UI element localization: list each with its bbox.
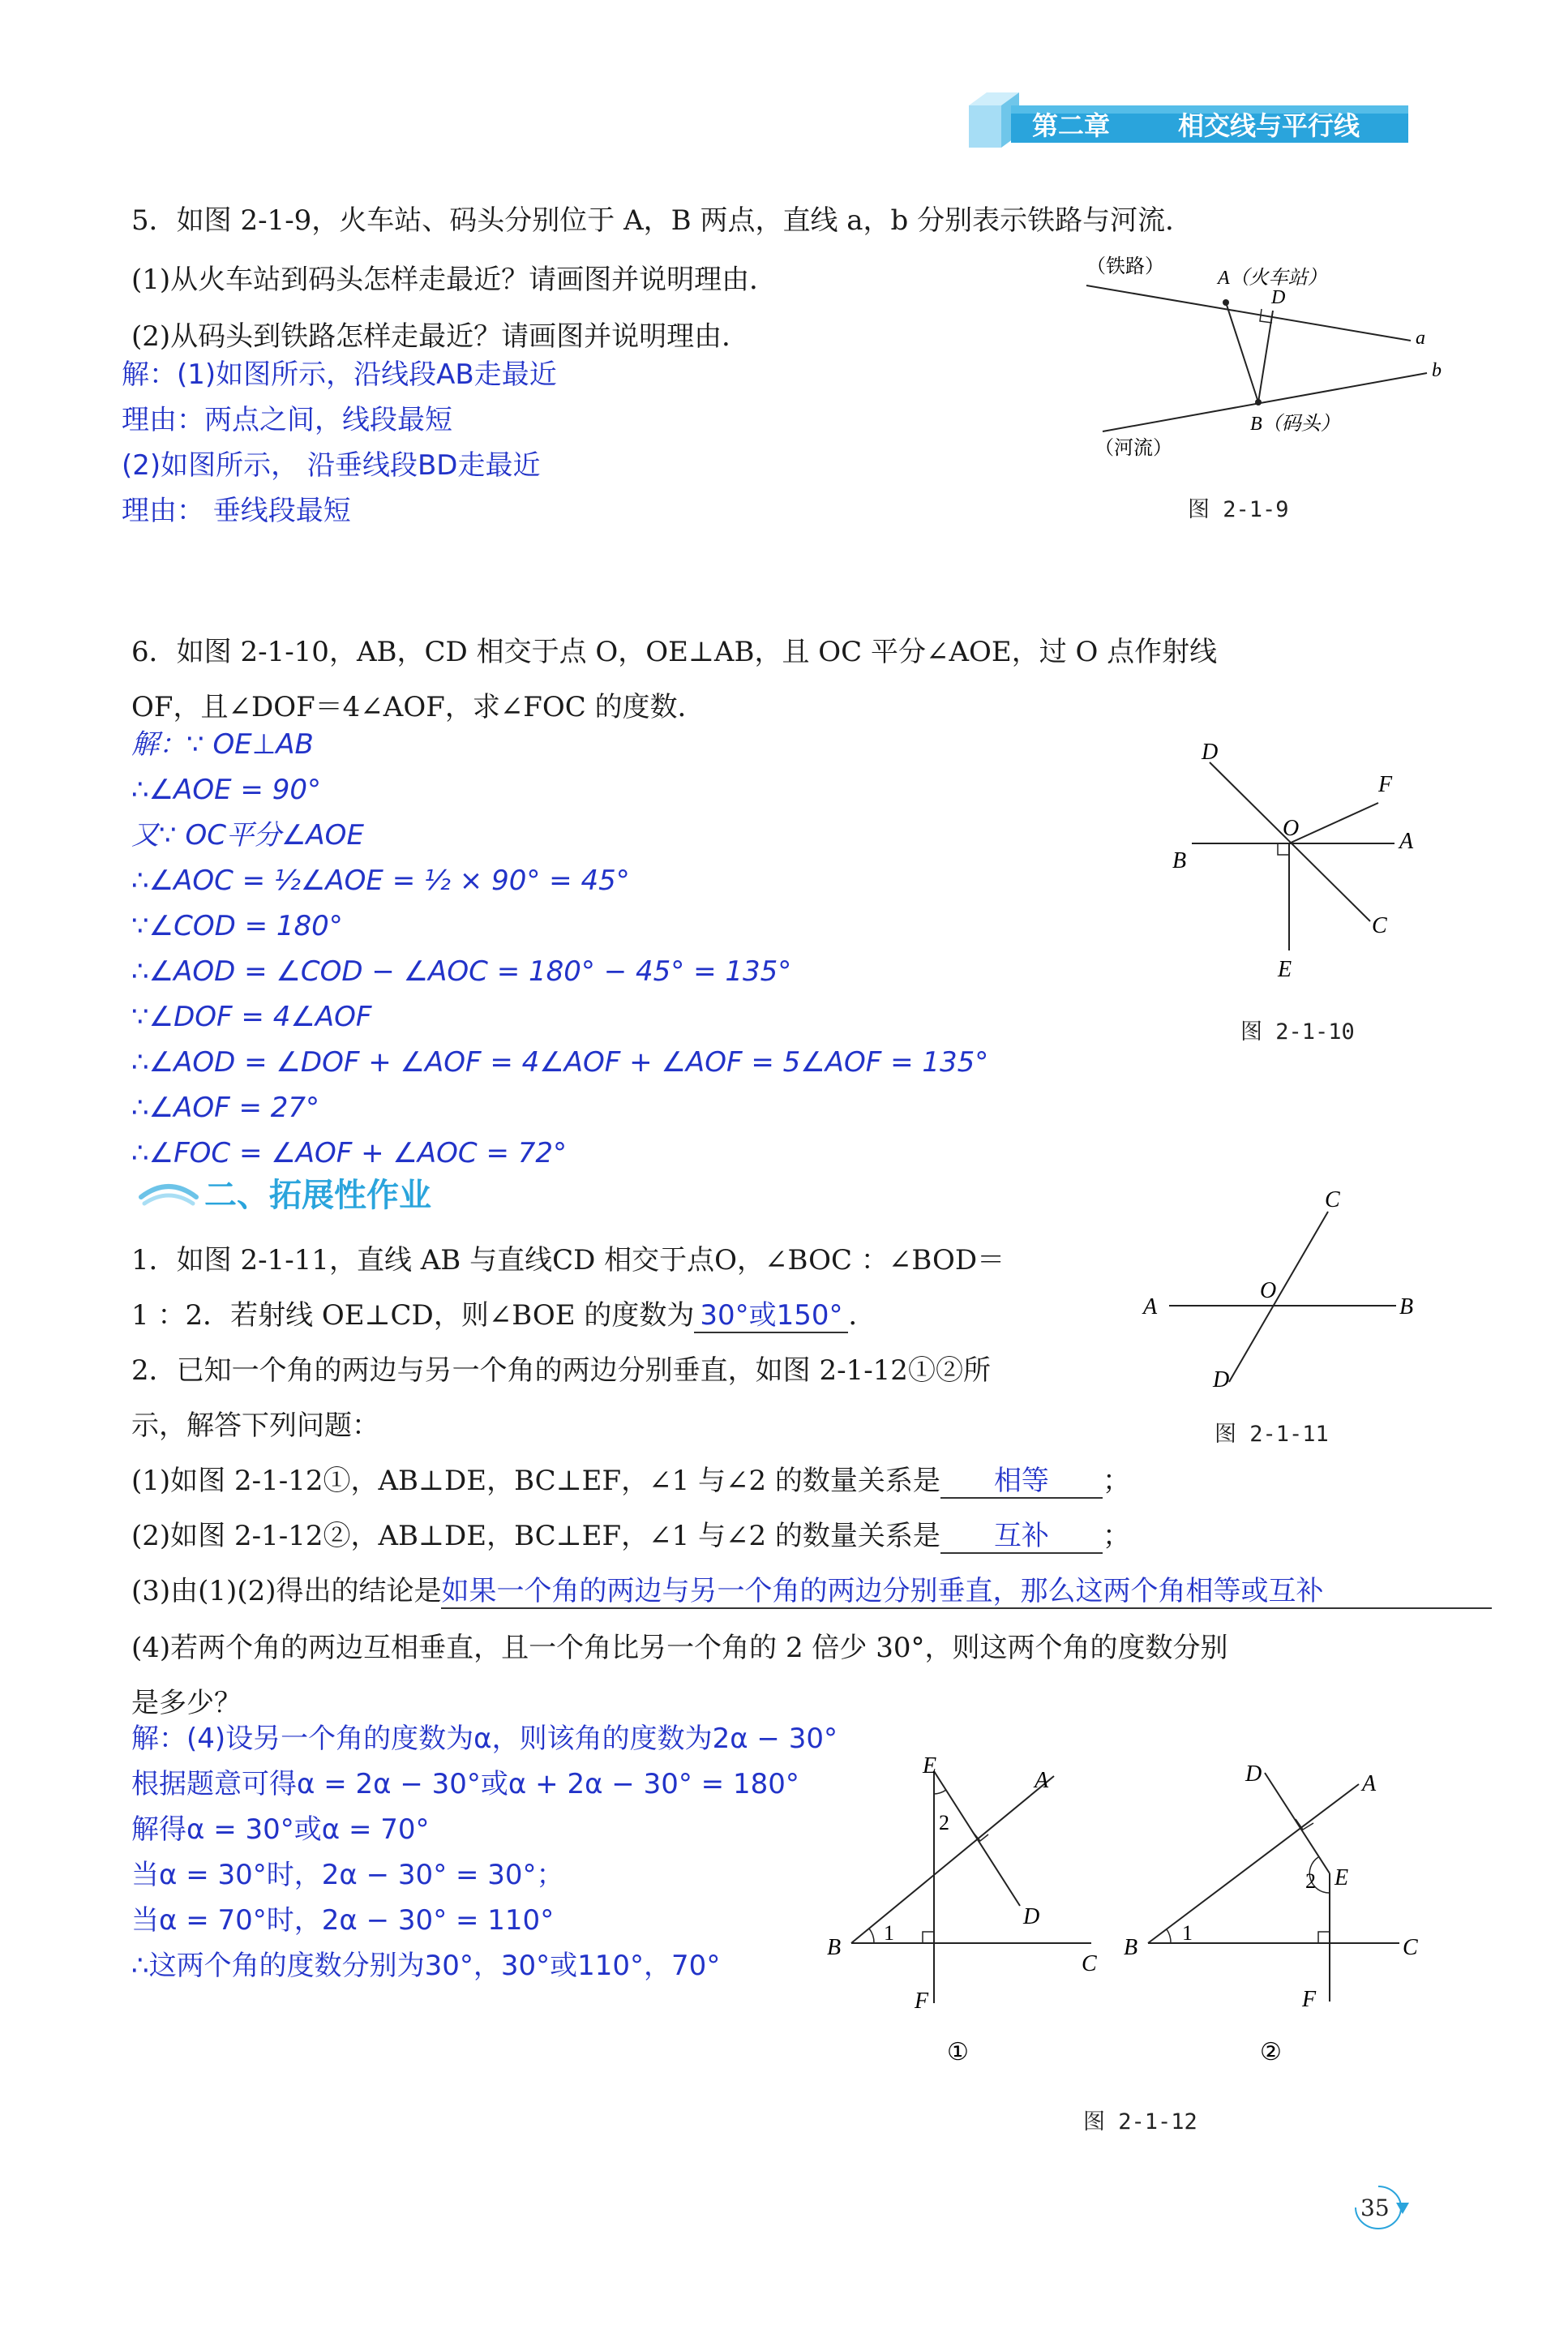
label-F: F — [915, 1989, 929, 2014]
e2-part4-line1: (4)若两个角的两边互相垂直，且一个角比另一个角的 2 倍少 30°，则这两个角的度数分别 — [131, 1632, 1228, 1664]
caption-2-1-11: 图 2-1-11 — [1215, 1422, 1329, 1447]
label-E: E — [1278, 957, 1292, 982]
caption-2-1-10: 图 2-1-10 — [1240, 1019, 1355, 1045]
label-E: E — [923, 1753, 937, 1778]
label-D: D — [1213, 1367, 1230, 1392]
label-D: D — [1271, 287, 1286, 308]
e2-part1-text: (1)如图 2-1-12①，AB⊥DE，BC⊥EF，∠1 与∠2 的数量关系是 — [131, 1465, 940, 1497]
label-two: 2 — [939, 1811, 949, 1834]
sub-figure-1: ① — [947, 2039, 969, 2066]
label-B: B — [1172, 848, 1187, 873]
label-two: 2 — [1305, 1869, 1316, 1893]
label-river: （河流） — [1095, 438, 1172, 459]
sub-figure-2: ② — [1260, 2039, 1282, 2066]
label-F: F — [1302, 1987, 1317, 2012]
label-C: C — [1372, 913, 1387, 938]
e2-part3-blank: 如果一个角的两边与另一个角的两边分别垂直，那么这两个角相等或互补 — [441, 1575, 1492, 1609]
e1-line2: 1 ：2．若射线 OE⊥CD，则∠BOE 的度数为 30°或150° ． — [131, 1299, 876, 1332]
right-angle-mark — [1318, 1932, 1330, 1943]
label-B-dock: B（码头） — [1250, 414, 1340, 435]
right-angle-mark — [923, 1932, 934, 1943]
figure-2-1-11 — [1135, 1184, 1427, 1395]
figure-2-1-12-part1 — [827, 1753, 1097, 2066]
figure-2-1-12 — [811, 1744, 1443, 2084]
ray-of — [1289, 803, 1378, 843]
q6-answer-7: ∵∠DOF = 4∠AOF — [131, 1001, 372, 1033]
e1-line1: 1．如图 2-1-11，直线 AB 与直线CD 相交于点O，∠BOC ：∠BOD＝ — [131, 1244, 1005, 1276]
q5-answer-4: 理由： 垂线段最短 — [122, 495, 351, 527]
label-A: A — [1035, 1768, 1049, 1793]
q6-answer-1: 解：∵ OE⊥AB — [131, 728, 314, 761]
e2-part4-line2: 是多少？ — [131, 1687, 242, 1719]
chapter-number: 第二章 — [1032, 110, 1111, 141]
e1-line2-text: 1 ：2．若射线 OE⊥CD，则∠BOE 的度数为 — [131, 1299, 695, 1332]
label-F: F — [1378, 772, 1393, 797]
q6-answer-5: ∵∠COD = 180° — [131, 910, 343, 942]
q6-answer-2: ∴∠AOE = 90° — [131, 774, 321, 806]
chapter-header — [969, 88, 1411, 151]
q6-line2: OF，且∠DOF＝4∠AOF，求∠FOC 的度数． — [131, 691, 705, 723]
e2-line2: 示，解答下列问题： — [131, 1409, 379, 1442]
q5-answer-2: 理由：两点之间，线段最短 — [122, 404, 452, 436]
chapter-title: 相交线与平行线 — [1178, 110, 1360, 141]
right-angle-mark — [1278, 843, 1289, 855]
caption-2-1-9: 图 2-1-9 — [1188, 497, 1289, 522]
label-C: C — [1403, 1935, 1418, 1960]
q5-part2: (2)从码头到铁路怎样走最近？请画图并说明理由． — [131, 320, 750, 353]
label-A: A — [1143, 1294, 1158, 1319]
e1-answer-blank: 30°或150° — [694, 1299, 848, 1333]
figure-2-1-10 — [1159, 738, 1427, 998]
caption-2-1-12: 图 2-1-12 — [1083, 2109, 1197, 2135]
q6-answer-3: 又∵ OC平分∠AOE — [131, 819, 364, 852]
e2-part3 — [131, 1575, 1492, 1609]
line-de — [1265, 1773, 1330, 1873]
segment-bd — [1258, 311, 1273, 402]
label-O: O — [1260, 1278, 1277, 1303]
e2-part1: (1)如图 2-1-12①，AB⊥DE，BC⊥EF，∠1 与∠2 的数量关系是 相等 ； — [131, 1465, 1130, 1497]
label-C: C — [1325, 1187, 1340, 1212]
label-D: D — [1023, 1904, 1040, 1929]
label-rail: （铁路） — [1086, 256, 1164, 277]
e2-part3-text: (3)由(1)(2)得出的结论是 — [131, 1575, 442, 1607]
q6-answer-10: ∴∠FOC = ∠AOF + ∠AOC = 72° — [131, 1137, 568, 1169]
e2-answer-6: ∴这两个角的度数分别为30°，30°或110°，70° — [131, 1950, 721, 1982]
label-A-station: A（火车站） — [1218, 268, 1327, 289]
figure-2-1-12-part2 — [1124, 1761, 1418, 2066]
label-a: a — [1416, 328, 1425, 349]
label-E: E — [1335, 1865, 1349, 1890]
e2-answer-5: 当α = 70°时，2α − 30° = 110° — [131, 1904, 555, 1937]
q6-answer-6: ∴∠AOD = ∠COD − ∠AOC = 180° − 45° = 135° — [131, 955, 792, 988]
q6-answer-9: ∴∠AOF = 27° — [131, 1092, 320, 1124]
q6-answer-4: ∴∠AOC = ½∠AOE = ½ × 90° = 45° — [131, 865, 630, 897]
q5-answer-1: 解：(1)如图所示，沿线段AB走最近 — [122, 358, 557, 391]
pencil-icon — [136, 1168, 201, 1212]
page-number: 35 — [1360, 2195, 1390, 2221]
label-one: 1 — [884, 1921, 894, 1945]
label-B: B — [1399, 1294, 1414, 1319]
e2-part1-blank: 相等 — [940, 1465, 1103, 1499]
e2-answer-1: 解：(4)设另一个角的度数为α，则该角的度数为2α − 30° — [131, 1723, 838, 1755]
section-title: 二、拓展性作业 — [204, 1177, 431, 1214]
e2-answer-2: 根据题意可得α = 2α − 30°或α + 2α − 30° = 180° — [131, 1768, 799, 1800]
e2-answer-3: 解得α = 30°或α = 70° — [131, 1813, 430, 1846]
figure-2-1-9 — [1070, 243, 1451, 478]
label-A: A — [1362, 1771, 1377, 1796]
q6-line1: 6．如图 2-1-10，AB，CD 相交于点 O，OE⊥AB，且 OC 平分∠AOE，过 O 点作射线 — [131, 636, 1218, 668]
e2-part2: (2)如图 2-1-12②，AB⊥DE，BC⊥EF，∠1 与∠2 的数量关系是 互补 ； — [131, 1520, 1130, 1552]
line-cd — [1229, 1212, 1328, 1382]
e2-part2-text: (2)如图 2-1-12②，AB⊥DE，BC⊥EF，∠1 与∠2 的数量关系是 — [131, 1520, 940, 1552]
label-A: A — [1399, 829, 1414, 854]
e2-part2-blank: 互补 — [940, 1520, 1103, 1554]
label-b: b — [1432, 360, 1442, 381]
label-B: B — [827, 1935, 842, 1960]
e2-answer-4: 当α = 30°时，2α − 30° = 30°； — [131, 1859, 564, 1891]
q5-answer-3: (2)如图所示， 沿垂线段BD走最近 — [122, 449, 541, 482]
label-D: D — [1202, 740, 1219, 765]
page-number-badge — [1349, 2183, 1417, 2232]
label-one: 1 — [1182, 1921, 1193, 1945]
label-D: D — [1245, 1761, 1262, 1787]
line-ba — [1148, 1784, 1359, 1943]
rail-line-a — [1086, 285, 1411, 341]
q6-answer-8: ∴∠AOD = ∠DOF + ∠AOF = 4∠AOF + ∠AOF = 5∠AOF = 135° — [131, 1046, 989, 1079]
e2-line1: 2．已知一个角的两边与另一个角的两边分别垂直，如图 2-1-12①②所 — [131, 1354, 991, 1387]
label-C: C — [1082, 1951, 1097, 1976]
q5-stem: 5．如图 2-1-9，火车站、码头分别位于 A，B 两点，直线 a，b 分别表示铁路与河流． — [131, 204, 1193, 237]
line-ed — [934, 1771, 1020, 1906]
segment-ab — [1226, 302, 1258, 402]
label-B: B — [1124, 1935, 1138, 1960]
label-O: O — [1283, 816, 1300, 841]
q5-part1: (1)从火车站到码头怎样走最近？请画图并说明理由． — [131, 264, 778, 296]
